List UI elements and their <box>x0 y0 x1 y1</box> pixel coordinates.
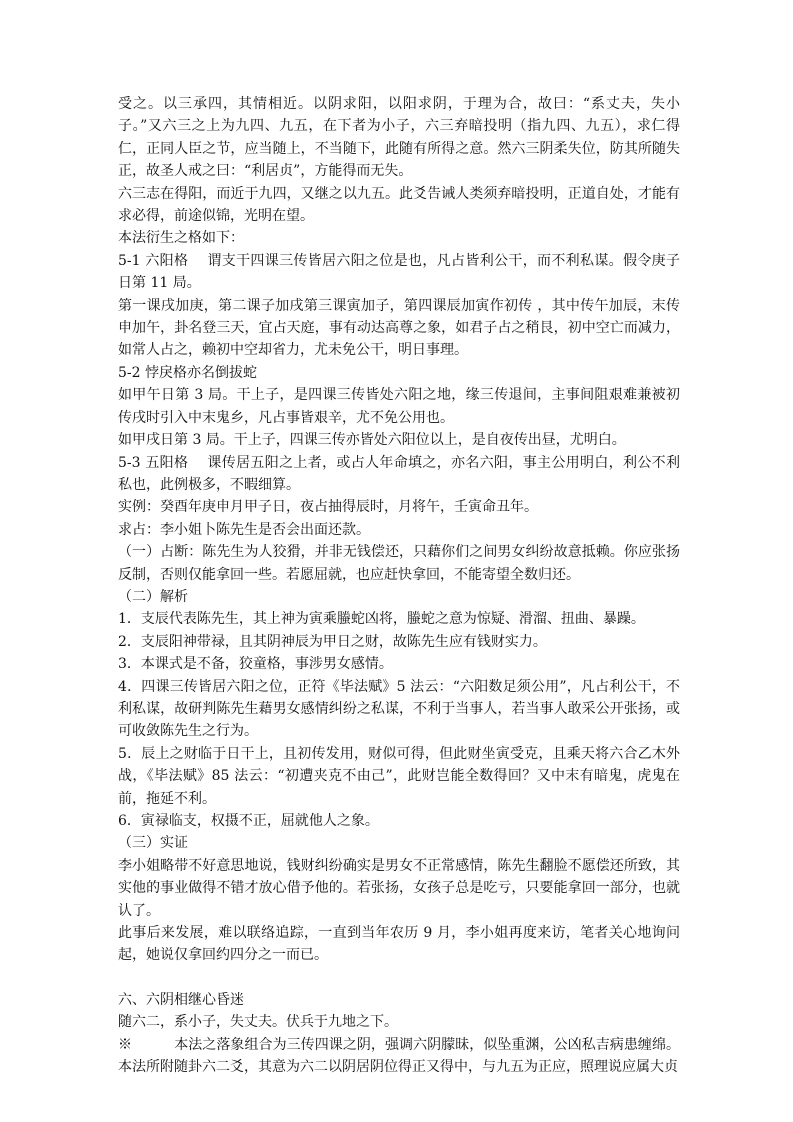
paragraph: 受之。以三承四，其情相近。以阴求阳，以阳求阴，于理为合，故曰：“系丈夫，失小子。”又六三之上为九四、九五，在下者为小子，六三弃暗投明（指九四、九五），求仁得仁，正同人臣之节，应当随上，不当随下，此随有所得之意。然六三阴柔失位，防其所随失正，故圣人戒之曰：“利居贞”，方能得而无失。 <box>118 96 680 180</box>
paragraph: 第一课戌加庚，第二课子加戌第三课寅加子，第四课辰加寅作初传 ，其中传午加辰，末传申加午，卦名登三天，宜占天庭，事有动达高尊之象，如君子占之稍艮，初中空亡而减力，如常人占之，赖初中空却省力，尤未免公干，明日事理。 <box>118 297 680 359</box>
paragraph: 六三志在得阳，而近于九四，又继之以九五。此爻告诫人类须弃暗投明，正道自处，才能有求必得，前途似锦，光明在望。 <box>118 185 680 225</box>
blank-line <box>118 967 680 989</box>
chapter-heading: 六、六阴相继心昏迷 <box>118 991 244 1008</box>
list-item: 5．辰上之财临于日干上，且初传发用，财似可得，但此财坐寅受克，且乘天将六合乙木外战，《毕法赋》85 法云：“初遭夹克不由己”，此财岂能全数得回？又中末有暗鬼，虎鬼在前，拖延不利。 <box>118 745 680 807</box>
list-item: 6．寅禄临支，权摄不正，屈就他人之象。 <box>118 813 379 829</box>
list-item: 1．支辰代表陈先生，其上神为寅乘螣蛇凶将，螣蛇之意为惊疑、滑溜、扭曲、暴躁。 <box>118 611 645 628</box>
paragraph: 李小姐略带不好意思地说，钱财纠纷确实是男女不正常感情，陈先生翻脸不愿偿还所致，其实他的事业做得不错才放心借予他的。若张扬，女孩子总是吃亏，只要能拿回一部分，也就认了。 <box>118 857 680 919</box>
paragraph: 随六二，系小子，失丈夫。伏兵于九地之下。 <box>118 1014 398 1031</box>
list-item: 4．四课三传皆居六阳之位，正符《毕法赋》5 法云：“六阳数足须公用”，凡占利公干，不利私谋，故研判陈先生藉男女感情纠纷之私谋，不利于当事人，若当事人敢采公开张扬，或可收敛陈先生之行为。 <box>118 678 680 740</box>
section-heading: 5-3 五阳格 课传居五阳之上者，或占人年命填之，亦名六阳，事主公用明白，利公不利私也，此例极多，不暇细算。 <box>118 454 680 493</box>
paragraph: ※ 本法之落象组合为三传四课之阴，强调六阴朦昧，似坠重渊，公凶私吉病患缠绵。本法所附随卦六二爻，其意为六二以阴居阴位得正又得中，与九五为正应，照理说应属大贞 <box>118 1036 680 1076</box>
paragraph: 本法衍生之格如下： <box>118 230 244 247</box>
subsection-heading: （三）实证 <box>118 835 188 852</box>
section-heading: 5-1 六阳格 谓支干四课三传皆居六阳之位是也，凡占皆利公干，而不利私谋。假令庚子日第 11 局。 <box>118 252 680 292</box>
document-page <box>118 93 680 1078</box>
paragraph: 此事后来发展，难以联络追踪，一直到当年农历 9 月，李小姐再度来访，笔者关心地询问起，她说仅拿回约四分之一而已。 <box>118 925 680 964</box>
paragraph: 如甲戌日第 3 局。干上子，四课三传亦皆处六阳位以上，是自夜传出昼，尤明白。 <box>118 432 626 449</box>
paragraph: （一）占断：陈先生为人狡猾，并非无钱偿还，只藉你们之间男女纠纷故意抵赖。你应张扬反制，否则仅能拿回一些。若愿屈就，也应赶快拿回，不能寄望全数归还。 <box>118 544 680 583</box>
section-heading: 5-2 悖戾格亦名倒拔蛇 <box>118 364 257 381</box>
subsection-heading: （二）解析 <box>118 588 188 605</box>
paragraph: 实例：癸酉年庚申月甲子日，夜占抽得辰时，月将午，壬寅命丑年。 <box>118 499 538 516</box>
list-item: 2．支辰阳神带禄，且其阴神辰为甲日之财，故陈先生应有钱财实力。 <box>118 633 547 650</box>
paragraph: 求占：李小姐卜陈先生是否会出面还款。 <box>118 521 370 538</box>
paragraph: 如甲午日第 3 局。干上子，是四课三传皆处六阳之地，缘三传退间，主事间阻艰难兼被初传戌时引入中末鬼乡，凡占事皆艰辛，尤不免公用也。 <box>118 387 680 426</box>
list-item: 3．本课式是不备，狡童格，事涉男女感情。 <box>118 656 393 673</box>
